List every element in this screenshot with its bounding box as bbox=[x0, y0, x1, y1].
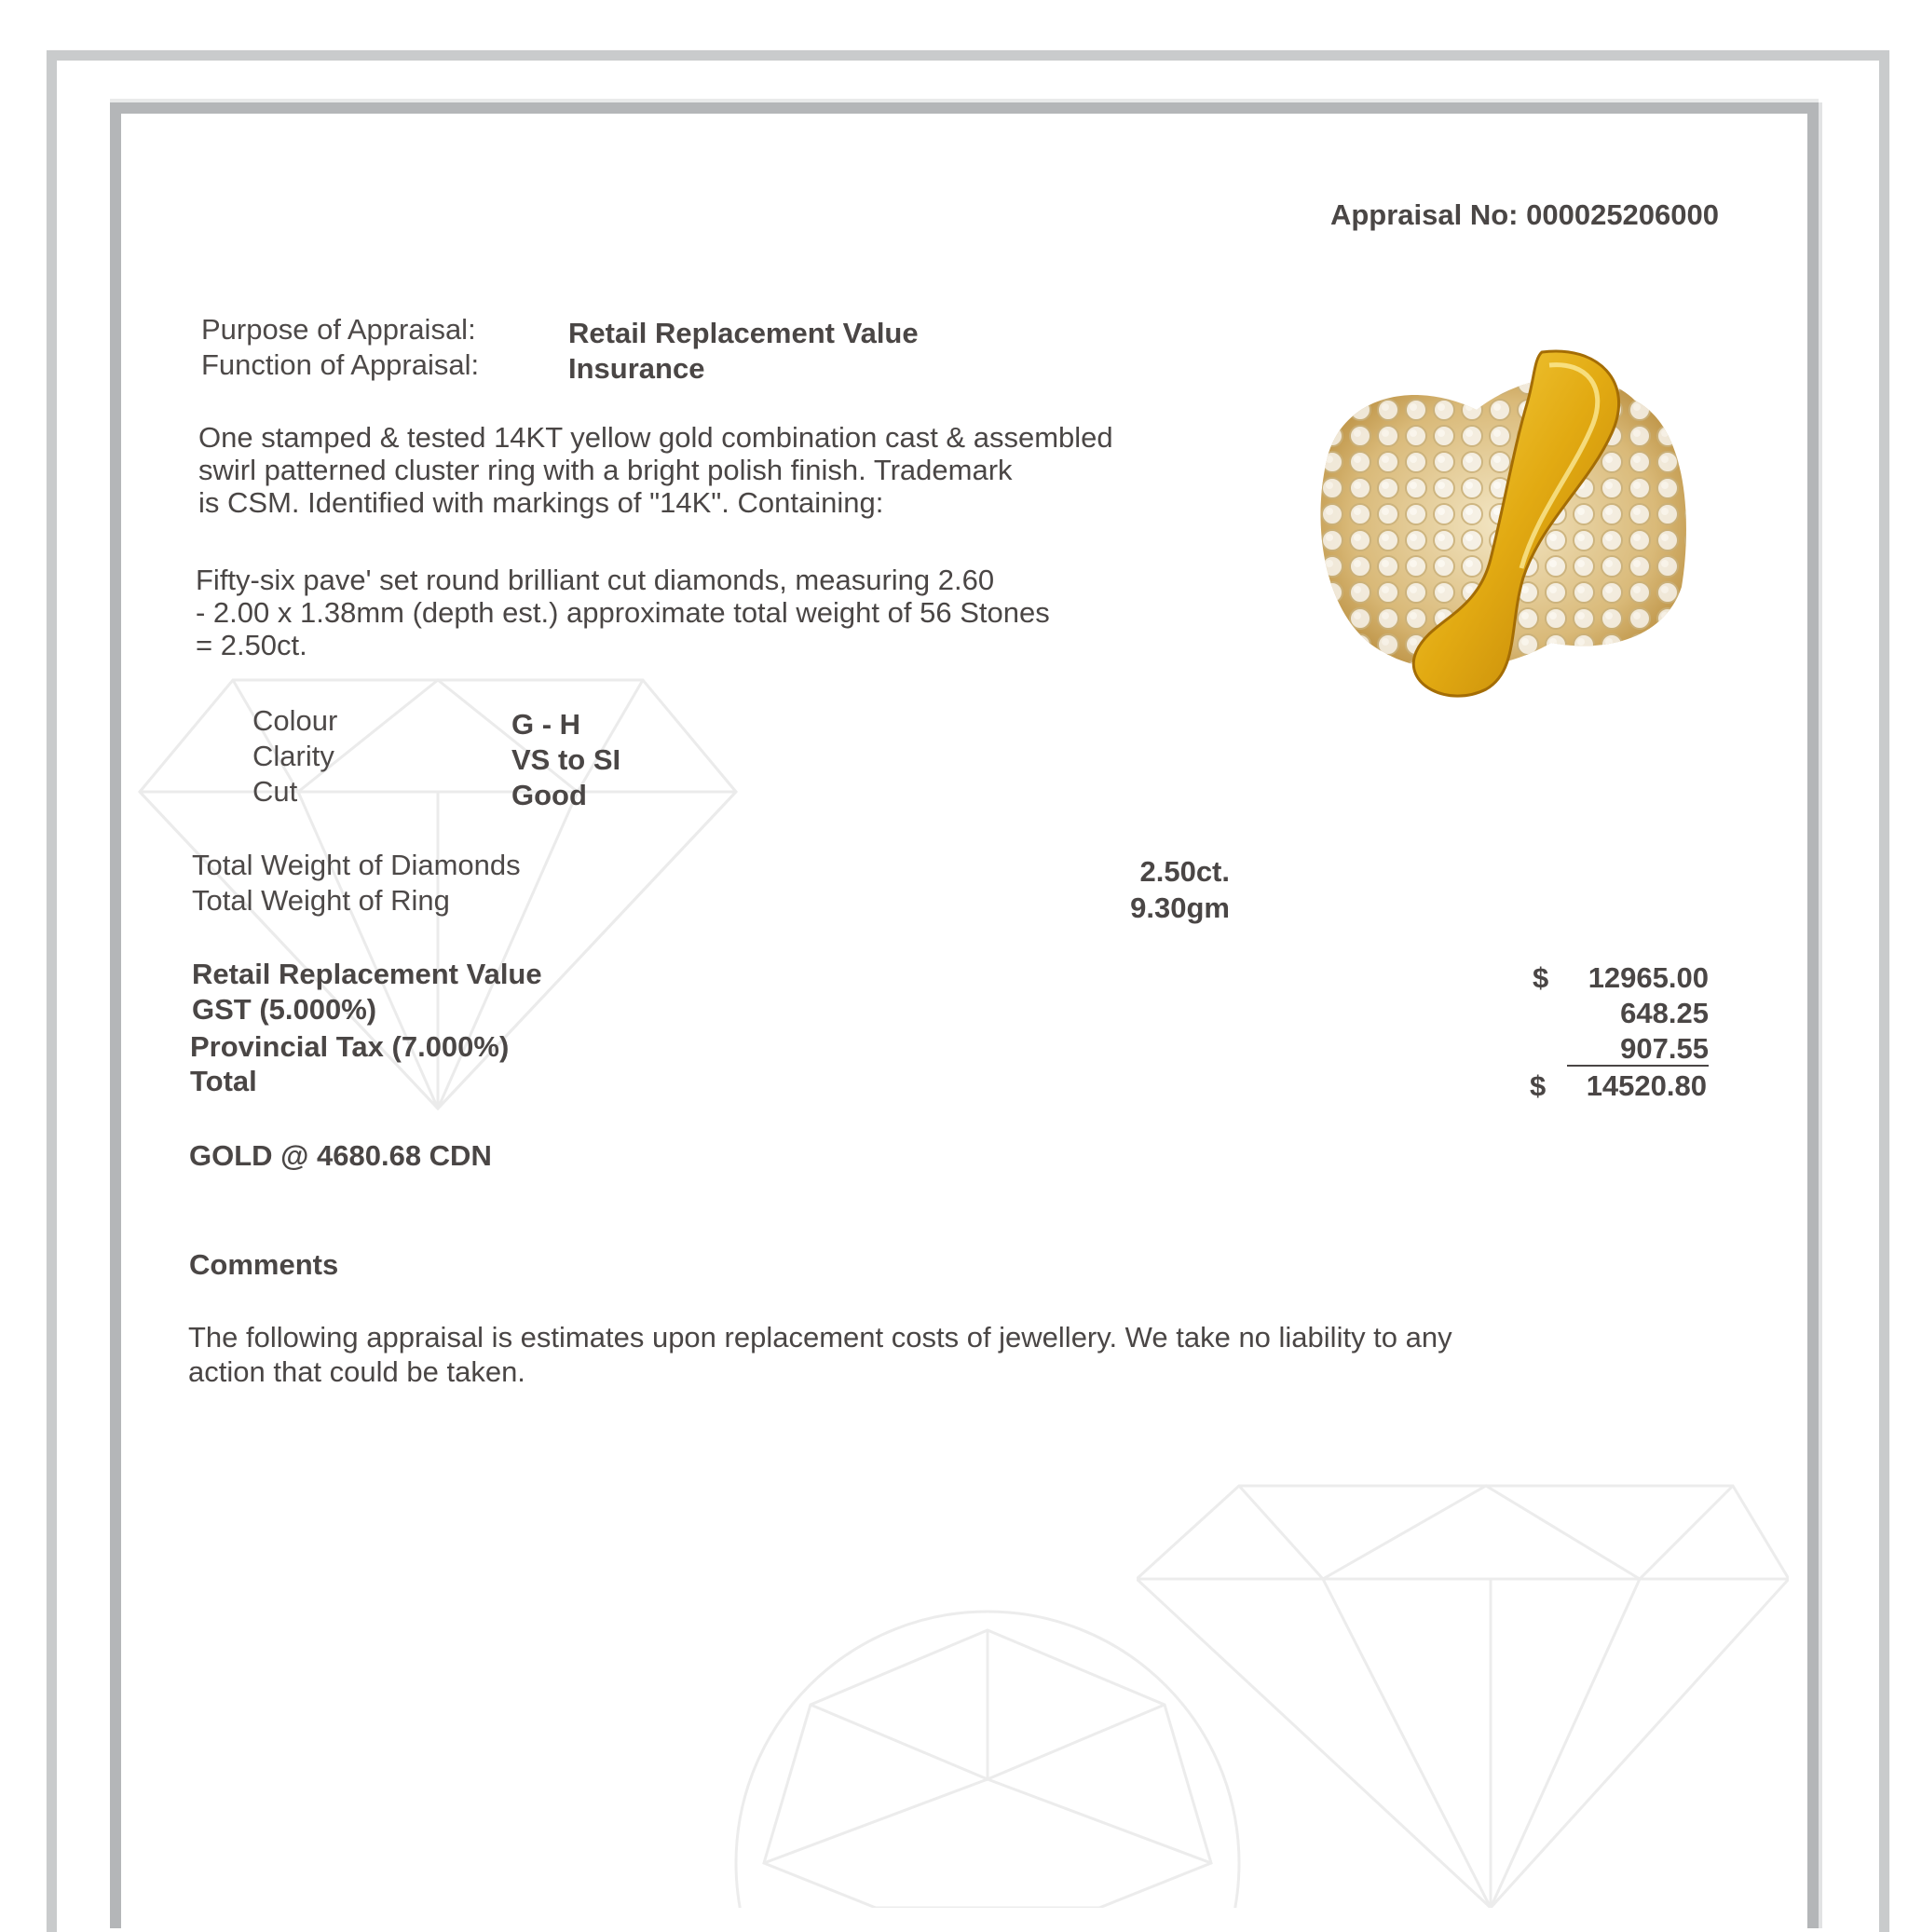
diamond-weight-label: Total Weight of Diamonds bbox=[192, 849, 521, 881]
function-label: Function of Appraisal: bbox=[201, 348, 480, 381]
ring-weight-label: Total Weight of Ring bbox=[192, 884, 450, 917]
gst-label: GST (5.000%) bbox=[192, 993, 377, 1026]
clarity-value: VS to SI bbox=[511, 743, 621, 776]
appraisal-number-label: Appraisal No: bbox=[1329, 198, 1519, 231]
gst-amount: 648.25 bbox=[1620, 997, 1709, 1029]
total-currency-symbol: $ bbox=[1530, 1069, 1547, 1102]
cut-label: Cut bbox=[252, 775, 298, 808]
comments-title: Comments bbox=[189, 1248, 339, 1281]
gold-diamond-ring-image bbox=[1290, 345, 1700, 717]
purpose-value: Retail Replacement Value bbox=[568, 317, 919, 349]
appraisal-number-value: 000025206000 bbox=[1526, 198, 1719, 231]
total-amount: 14520.80 bbox=[1586, 1069, 1707, 1102]
gold-price: GOLD @ 4680.68 CDN bbox=[189, 1139, 492, 1172]
subtotal-rule bbox=[1567, 1065, 1709, 1067]
item-description: One stamped & tested 14KT yellow gold combination cast & assembled swirl patterned cluster ring with a bright polish finish. Trademark is CSM. Identified with markings of "14K". Containing: bbox=[198, 421, 1113, 519]
colour-value: G - H bbox=[511, 708, 581, 741]
clarity-label: Clarity bbox=[252, 740, 334, 772]
cut-value: Good bbox=[511, 779, 587, 811]
appraisal-number bbox=[1330, 198, 1719, 232]
provincial-tax-label: Provincial Tax (7.000%) bbox=[190, 1030, 510, 1063]
ring-weight-value: 9.30gm bbox=[1130, 891, 1230, 924]
provincial-tax-amount: 907.55 bbox=[1620, 1032, 1709, 1065]
diamond-description: Fifty-six pave' set round brilliant cut diamonds, measuring 2.60 - 2.00 x 1.38mm (depth est.) approximate total weight of 56 Stones = 2.50ct. bbox=[196, 564, 1050, 661]
retail-value-amount: 12965.00 bbox=[1588, 961, 1709, 994]
currency-symbol: $ bbox=[1533, 961, 1549, 994]
diamond-weight-value: 2.50ct. bbox=[1139, 855, 1230, 888]
total-label: Total bbox=[190, 1065, 257, 1097]
purpose-label: Purpose of Appraisal: bbox=[201, 313, 476, 346]
function-value: Insurance bbox=[568, 352, 705, 385]
retail-value-label: Retail Replacement Value bbox=[192, 958, 542, 990]
comments-text: The following appraisal is estimates upon replacement costs of jewellery. We take no liability to any action that could be taken. bbox=[188, 1321, 1452, 1388]
colour-label: Colour bbox=[252, 704, 338, 737]
